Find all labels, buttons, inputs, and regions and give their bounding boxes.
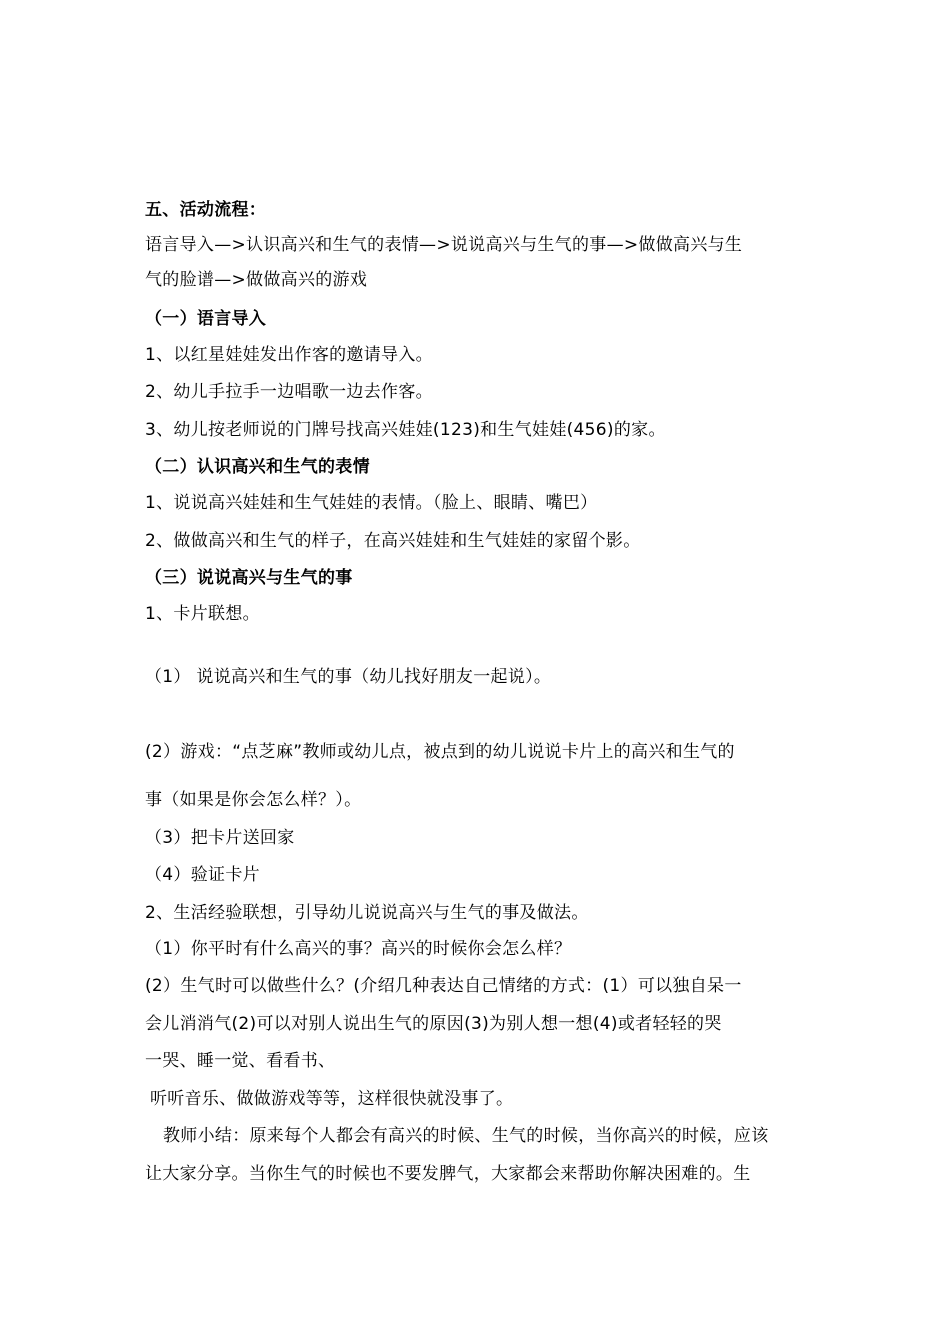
summary-paragraph: 让大家分享。当你生气的时候也不要发脾气，大家都会来帮助你解决困难的。生 (145, 1164, 751, 1184)
paragraph: （1）你平时有什么高兴的事？高兴的时候你会怎么样？ (145, 939, 572, 959)
paragraph: 一哭、睡一觉、看看书、 (145, 1051, 336, 1071)
paragraph: 3、幼儿按老师说的门牌号找高兴娃娃(123)和生气娃娃(456)的家。 (145, 420, 666, 440)
paragraph: 听听音乐、做做游戏等等，这样很快就没事了。 (150, 1089, 514, 1109)
paragraph: (2）生气时可以做些什么？(介绍几种表达自己情绪的方式：(1）可以独自呆一 (145, 976, 742, 996)
paragraph: （3）把卡片送回家 (145, 828, 295, 848)
paragraph: 会儿消消气(2)可以对别人说出生气的原因(3)为别人想一想(4)或者轻轻的哭 (145, 1014, 722, 1034)
subsection-title-1: （一）语言导入 (145, 309, 267, 329)
paragraph: (2）游戏：“点芝麻”教师或幼儿点，被点到的幼儿说说卡片上的高兴和生气的 (145, 742, 735, 762)
subsection-title-3: （三）说说高兴与生气的事 (145, 568, 353, 588)
paragraph: 1、以红星娃娃发出作客的邀请导入。 (145, 345, 433, 365)
section-heading: 五、活动流程： (145, 200, 267, 220)
paragraph: （4）验证卡片 (145, 865, 260, 885)
paragraph: 1、卡片联想。 (145, 604, 260, 624)
paragraph: 事（如果是你会怎么样？）。 (145, 790, 362, 810)
flow-line-1: 语言导入—>认识高兴和生气的表情—>说说高兴与生气的事—>做做高兴与生 (145, 235, 743, 255)
summary-paragraph: 教师小结：原来每个人都会有高兴的时候、生气的时候，当你高兴的时候，应该 (163, 1126, 769, 1146)
subsection-title-2: （二）认识高兴和生气的表情 (145, 457, 370, 477)
paragraph: 2、生活经验联想，引导幼儿说说高兴与生气的事及做法。 (145, 903, 589, 923)
paragraph: 2、幼儿手拉手一边唱歌一边去作客。 (145, 382, 433, 402)
paragraph: 1、说说高兴娃娃和生气娃娃的表情。（脸上、眼睛、嘴巴） (145, 493, 598, 513)
paragraph: 2、做做高兴和生气的样子，在高兴娃娃和生气娃娃的家留个影。 (145, 531, 641, 551)
flow-line-2: 气的脸谱—>做做高兴的游戏 (145, 270, 368, 290)
paragraph: （1） 说说高兴和生气的事（幼儿找好朋友一起说）。 (145, 667, 552, 687)
